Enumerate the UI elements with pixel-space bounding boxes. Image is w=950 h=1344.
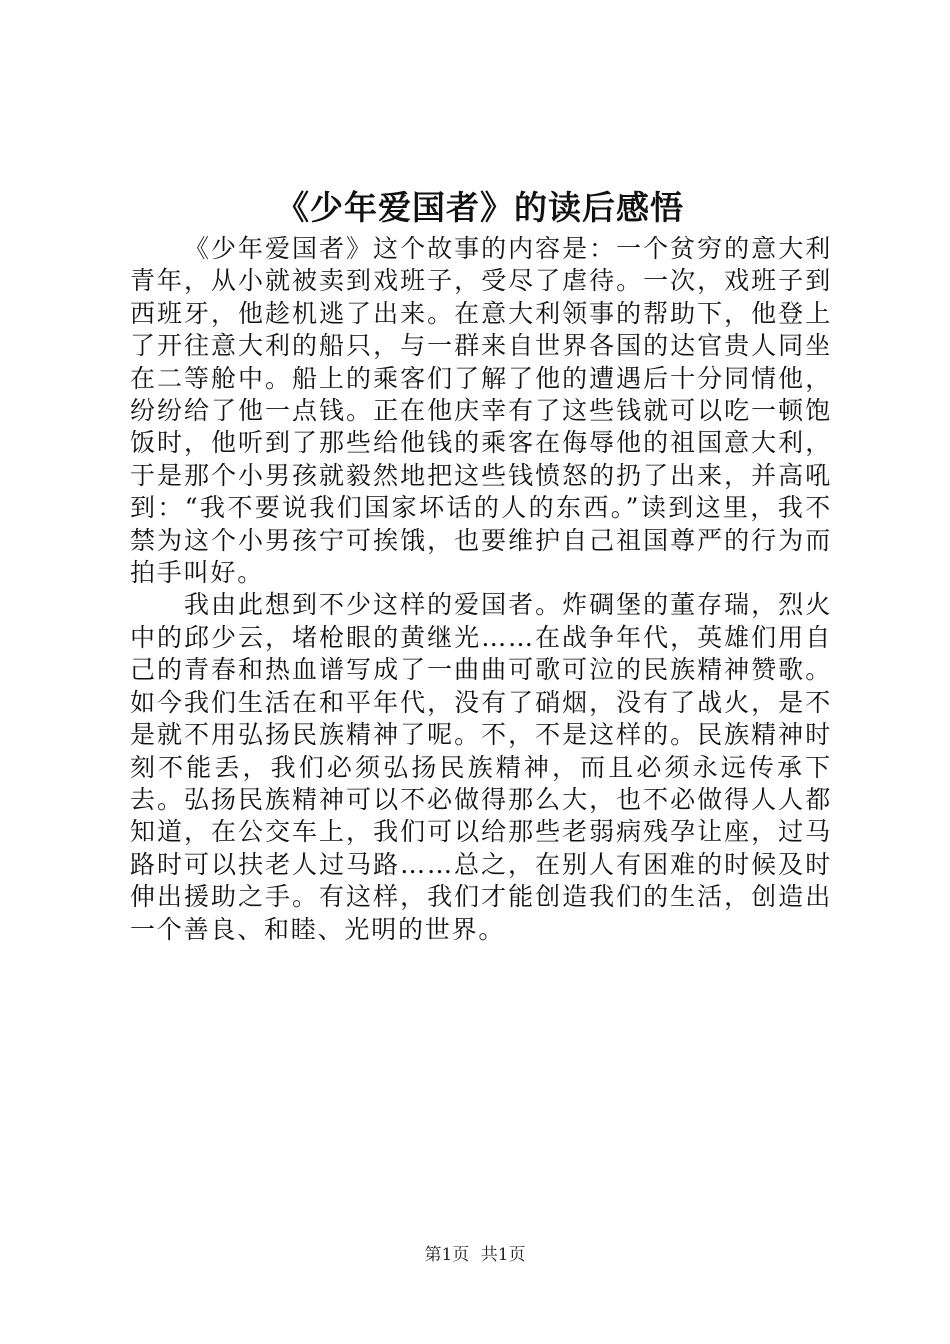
page-footer — [0, 1244, 950, 1266]
paragraph-1: 《少年爱国者》这个故事的内容是：一个贫穷的意大利青年，从小就被卖到戏班子，受尽了虐待。一次，戏班子到西班牙，他趁机逃了出来。在意大利领事的帮助下，他登上了开往意大利的船只，与一群来自世界各国的达官贵人同坐在二等舱中。船上的乘客们了解了他的遭遇后十分同情他，纷纷给了他一点钱。正在他庆幸有了这些钱就可以吃一顿饱饭时，他听到了那些给他钱的乘客在侮辱他的祖国意大利，于是那个小男孩就毅然地把这些钱愤怒的扔了出来，并高吼到：“我不要说我们国家坏话的人的东西。”读到这里，我不禁为这个小男孩宁可挨饿，也要维护自己祖国尊严的行为而拍手叫好。 — [130, 234, 832, 588]
document-title: 《少年爱国者》的读后感悟 — [276, 188, 684, 227]
paragraph-2: 我由此想到不少这样的爱国者。炸碉堡的董存瑞，烈火中的邱少云，堵枪眼的黄继光……在战争年代，英雄们用自己的青春和热血谱写成了一曲曲可歌可泣的民族精神赞歌。如今我们生活在和平年代，没有了硝烟，没有了战火，是不是就不用弘扬民族精神了呢。不，不是这样的。民族精神时刻不能丢，我们必须弘扬民族精神，而且必须永远传承下去。弘扬民族精神可以不必做得那么大，也不必做得人人都知道，在公交车上，我们可以给那些老弱病残孕让座，过马路时可以扶老人过马路……总之，在别人有困难的时候及时伸出援助之手。有这样，我们才能创造我们的生活，创造出一个善良、和睦、光明的世界。 — [130, 590, 832, 944]
page-number-current: 第1页 — [424, 1245, 470, 1265]
document-body — [130, 233, 832, 946]
page-number-total: 共1页 — [480, 1245, 526, 1265]
